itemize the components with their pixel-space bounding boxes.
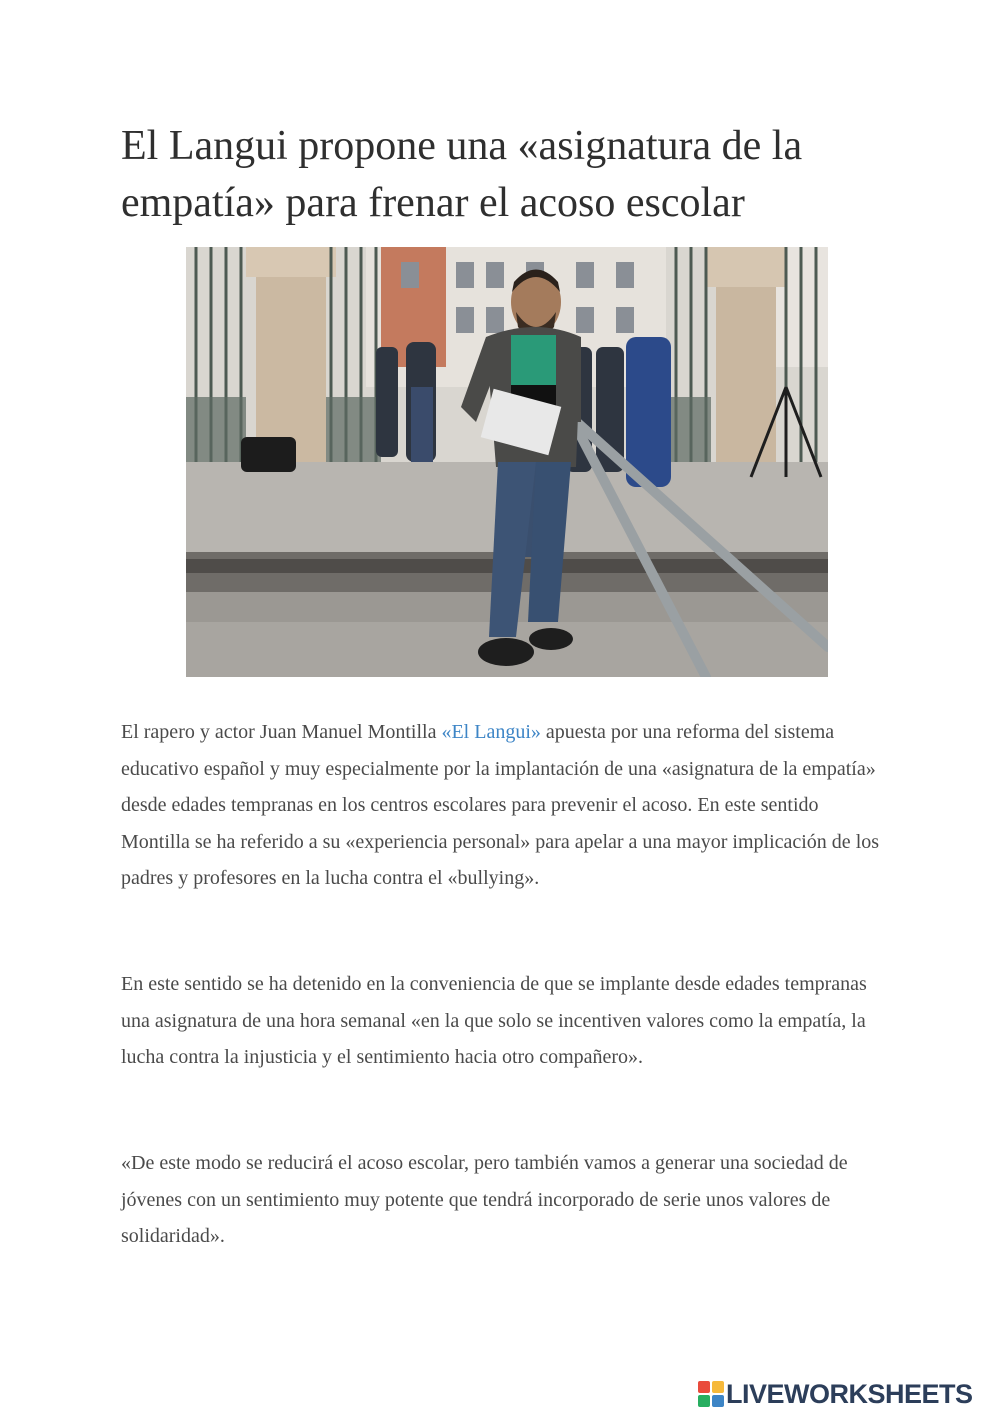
logo-square-2 bbox=[712, 1381, 724, 1393]
liveworksheets-wordmark: LIVEWORKSHEETS bbox=[726, 1378, 973, 1409]
logo-square-4 bbox=[712, 1395, 724, 1407]
el-langui-link[interactable]: «El Langui» bbox=[441, 721, 541, 743]
liveworksheets-logo-icon bbox=[698, 1381, 724, 1407]
paragraph-1-text-before-link: El rapero y actor Juan Manuel Montilla bbox=[121, 721, 442, 743]
logo-square-1 bbox=[698, 1381, 710, 1393]
article-paragraph-2: En este sentido se ha detenido en la conveniencia de que se implante desde edades tempranas una asignatura de una hora semanal «en la que solo se incentiven valores como la empatía, la lucha contra la injusticia y el sentimiento hacia otro compañero». bbox=[121, 973, 867, 1068]
liveworksheets-branding bbox=[698, 1378, 994, 1410]
logo-square-3 bbox=[698, 1395, 710, 1407]
article-paragraph-1 bbox=[121, 714, 881, 897]
article-paragraph-3: «De este modo se reducirá el acoso escolar, pero también vamos a generar una sociedad de jóvenes con un sentimiento muy potente que tendrá incorporado de serie unos valores de solidaridad». bbox=[121, 1152, 848, 1247]
article-photo bbox=[186, 247, 828, 677]
photo-man-with-railing bbox=[186, 247, 828, 677]
paragraph-1-text-after-link: apuesta por una reforma del sistema educativo español y muy especialmente por la implantación de una «asignatura de la empatía» desde edades tempranas en los centros escolares para prevenir el acoso. En este sentido Montilla se ha referido a su «experiencia personal» para apelar a una mayor implicación de los padres y profesores en la lucha contra el «bullying». bbox=[121, 721, 880, 889]
article-title: El Langui propone una «asignatura de la empatía» para frenar el acoso escolar bbox=[121, 123, 803, 226]
